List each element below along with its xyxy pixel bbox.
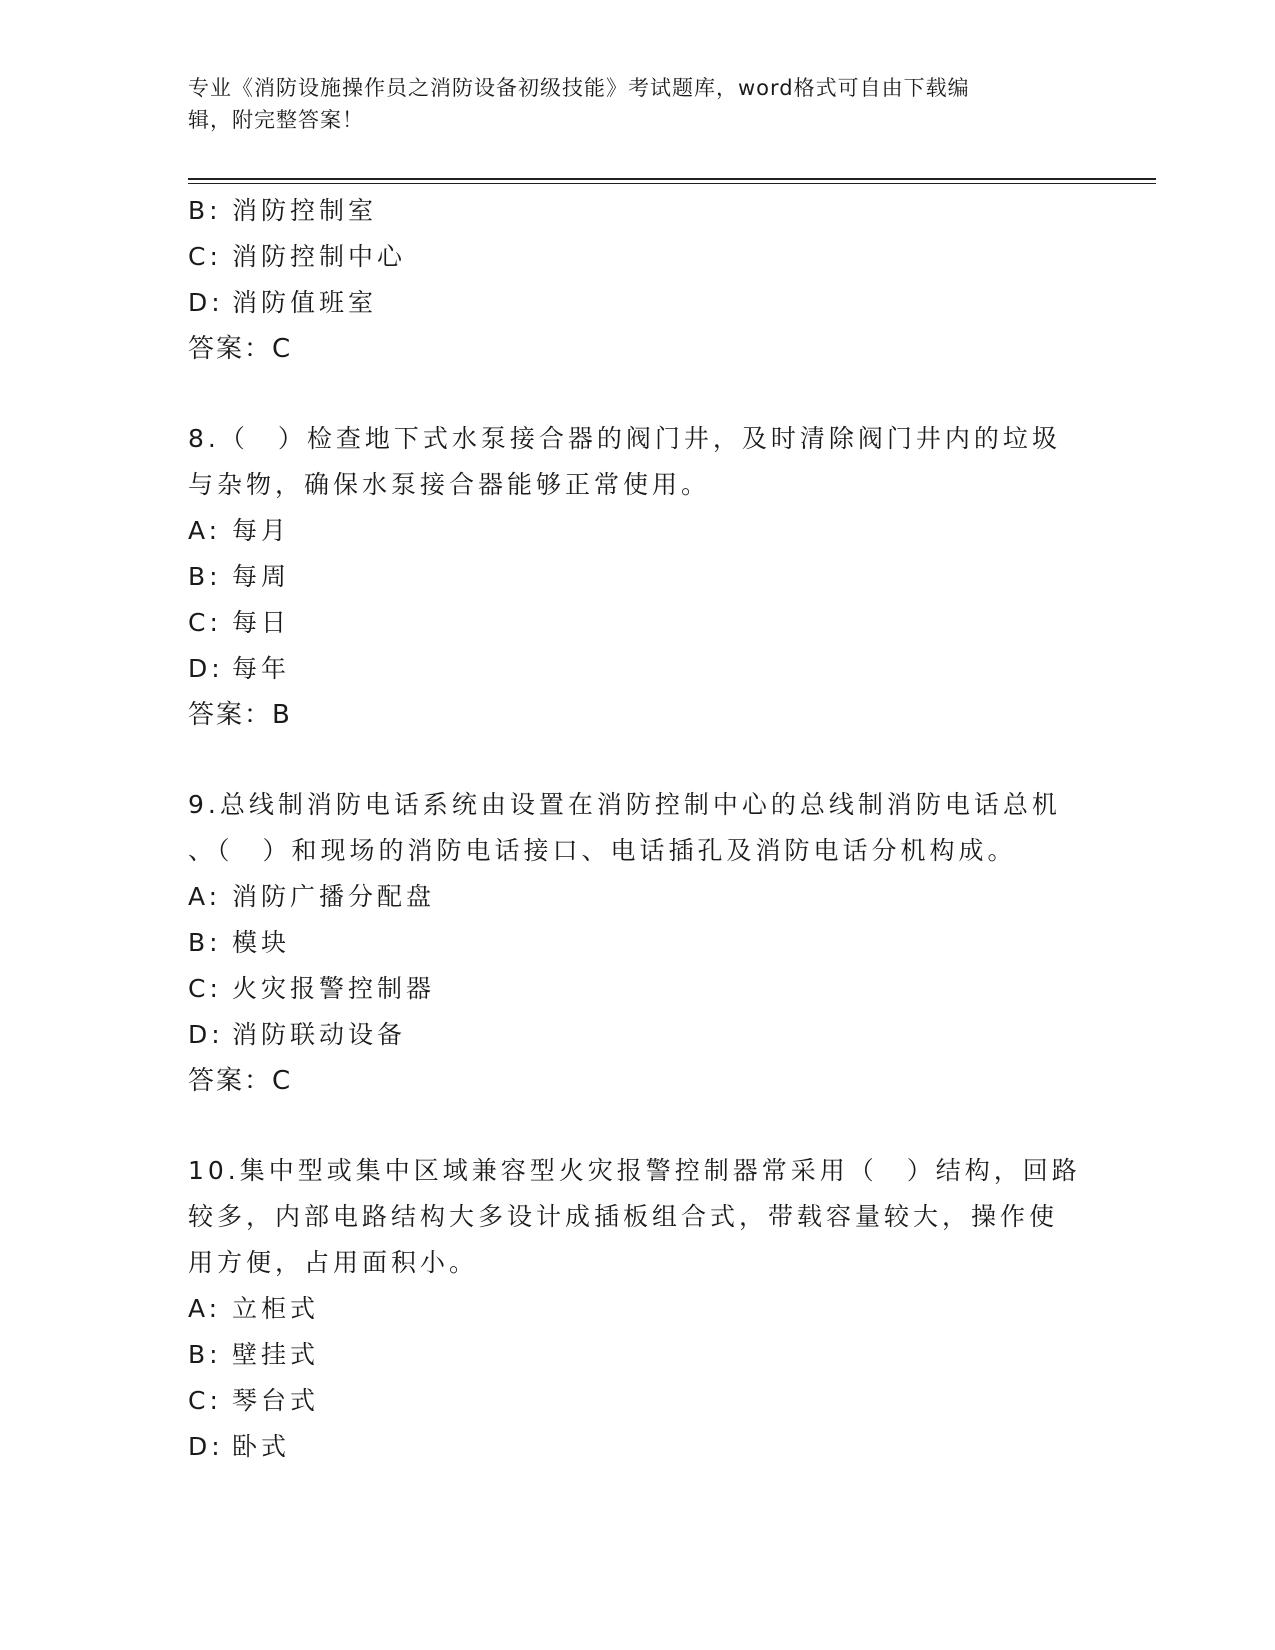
question-text	[188, 416, 1088, 508]
option-text: 每日	[232, 608, 291, 637]
question-line: 10.集中型或集中区域兼容型火灾报警控制器常采用（ ）结构，回路	[188, 1156, 1081, 1185]
header-rule-thick	[188, 178, 1156, 180]
option-letter: D:	[188, 1020, 224, 1049]
question-text	[188, 782, 1088, 874]
option-letter: A:	[188, 882, 222, 911]
option-text: 火灾报警控制器	[232, 974, 436, 1003]
option-text: 每周	[232, 562, 291, 591]
document-header	[188, 72, 1068, 136]
option-b	[188, 920, 1088, 966]
option-text: 立柜式	[232, 1294, 320, 1323]
option-text: 壁挂式	[232, 1340, 320, 1369]
option-letter: D:	[188, 654, 224, 683]
question-line: 较多，内部电路结构大多设计成插板组合式，带载容量较大，操作使	[188, 1202, 1059, 1231]
option-b	[188, 1332, 1088, 1378]
header-line-2: 辑，附完整答案！	[188, 108, 364, 132]
question-list	[188, 188, 1088, 1470]
question-9	[188, 782, 1088, 1104]
answer-line: 答案：C	[188, 1066, 293, 1096]
option-letter: A:	[188, 1294, 222, 1323]
option-text: 消防广播分配盘	[232, 882, 436, 911]
question-prev	[188, 188, 1088, 372]
option-letter: C:	[188, 608, 222, 637]
option-letter: C:	[188, 242, 222, 271]
option-b	[188, 554, 1088, 600]
question-8	[188, 416, 1088, 738]
question-10	[188, 1148, 1088, 1470]
header-rule-thin	[188, 183, 1156, 184]
option-letter: C:	[188, 974, 222, 1003]
option-letter: A:	[188, 516, 222, 545]
option-text: 消防控制室	[232, 196, 378, 225]
option-c	[188, 234, 1088, 280]
question-line: 8.（ ）检查地下式水泵接合器的阀门井，及时清除阀门井内的垃圾	[188, 424, 1061, 453]
answer-line: 答案：C	[188, 334, 293, 364]
option-text: 消防联动设备	[232, 1020, 407, 1049]
option-text: 消防值班室	[232, 288, 378, 317]
option-b	[188, 188, 1088, 234]
question-text	[188, 1148, 1088, 1286]
option-letter: B:	[188, 928, 222, 957]
option-letter: D:	[188, 288, 224, 317]
option-d	[188, 1424, 1088, 1470]
option-text: 每月	[232, 516, 291, 545]
option-a	[188, 874, 1088, 920]
question-line: 9.总线制消防电话系统由设置在消防控制中心的总线制消防电话总机	[188, 790, 1061, 819]
option-letter: C:	[188, 1386, 222, 1415]
option-text: 卧式	[232, 1432, 291, 1461]
option-c	[188, 1378, 1088, 1424]
question-line: 用方便，占用面积小。	[188, 1248, 479, 1277]
option-letter: D:	[188, 1432, 224, 1461]
option-a	[188, 1286, 1088, 1332]
option-text: 每年	[232, 654, 291, 683]
option-a	[188, 508, 1088, 554]
question-line: 、（ ）和现场的消防电话接口、电话插孔及消防电话分机构成。	[188, 836, 1017, 865]
option-c	[188, 600, 1088, 646]
option-letter: B:	[188, 196, 222, 225]
answer-line: 答案：B	[188, 700, 292, 730]
option-d	[188, 1012, 1088, 1058]
option-text: 琴台式	[232, 1386, 320, 1415]
option-c	[188, 966, 1088, 1012]
option-d	[188, 646, 1088, 692]
header-line-1: 专业《消防设施操作员之消防设备初级技能》考试题库，word格式可自由下载编	[188, 76, 970, 100]
option-letter: B:	[188, 1340, 222, 1369]
option-text: 消防控制中心	[232, 242, 407, 271]
option-letter: B:	[188, 562, 222, 591]
option-text: 模块	[232, 928, 291, 957]
option-d	[188, 280, 1088, 326]
question-line: 与杂物，确保水泵接合器能够正常使用。	[188, 470, 711, 499]
